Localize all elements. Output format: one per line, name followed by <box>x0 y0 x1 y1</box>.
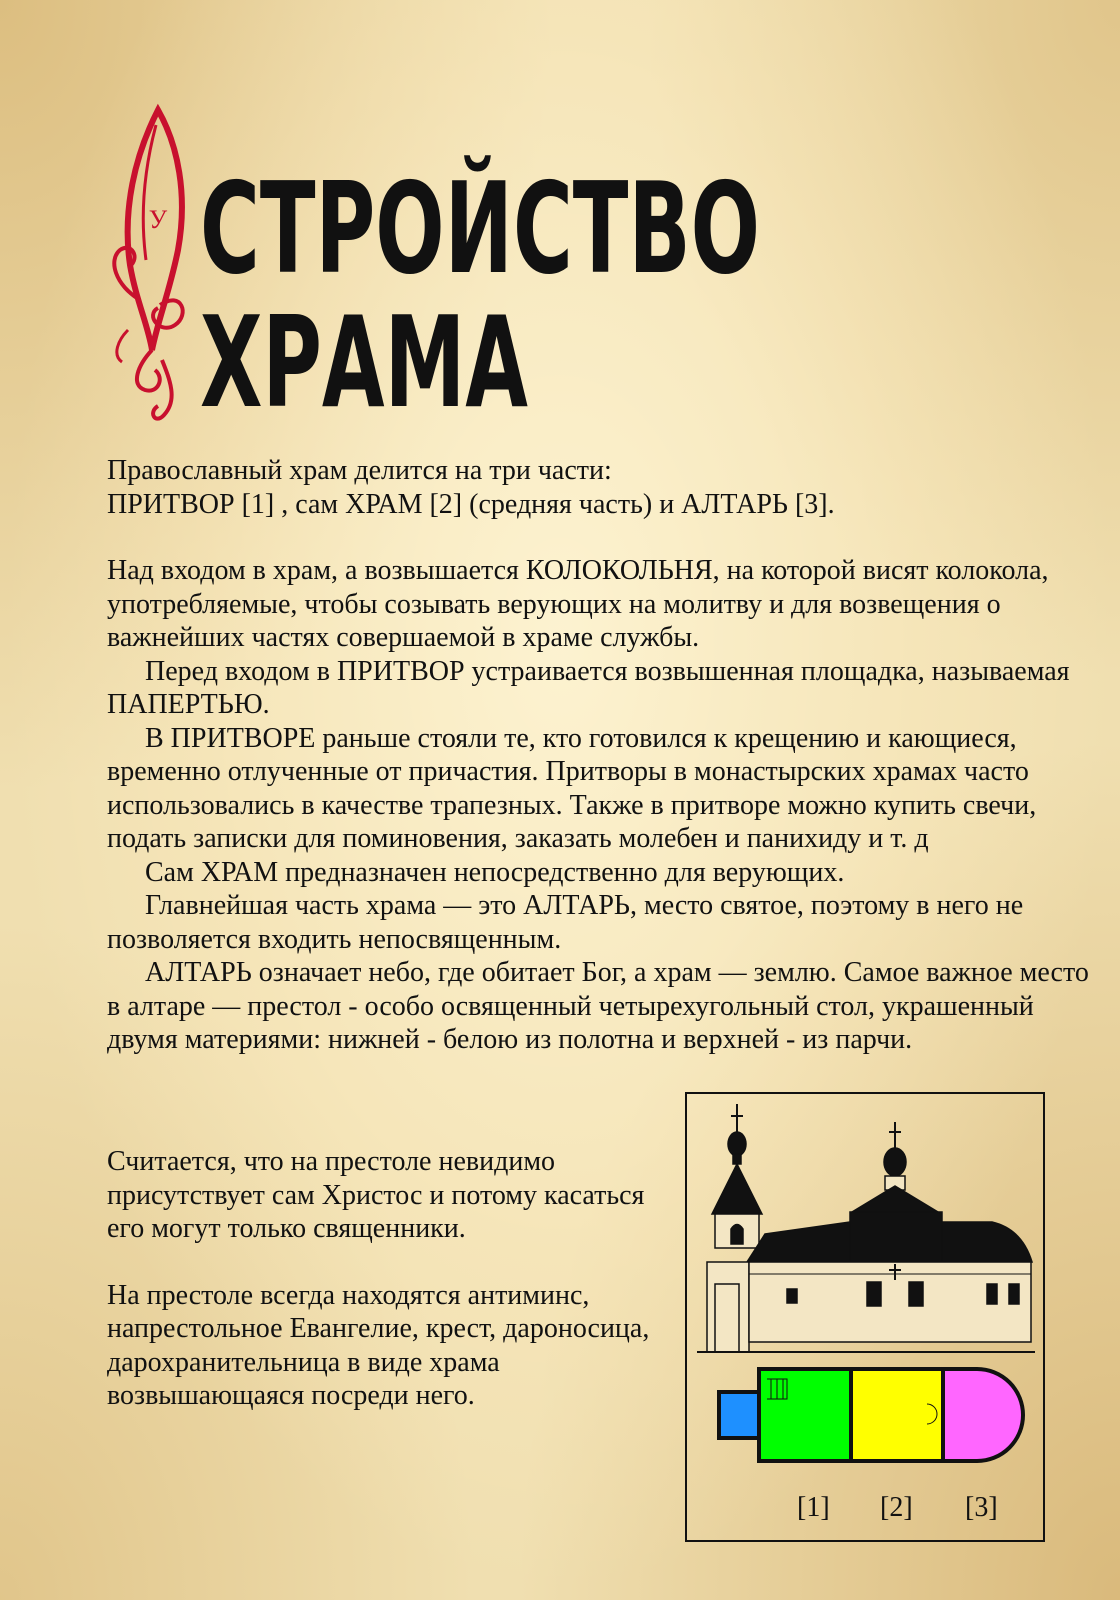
label-nave: [2] <box>880 1492 913 1523</box>
figure-labels <box>687 1492 1043 1528</box>
label-altar: [3] <box>965 1492 998 1523</box>
intro-text <box>107 454 1107 521</box>
paragraph-christ-presence: Считается, что на престоле невидимо присутствует сам Христос и потому касаться его могут только священники. <box>107 1146 645 1244</box>
initial-letter: У <box>148 205 168 234</box>
intro-line-1: Православный храм делится на три части: <box>107 455 612 486</box>
church-elevation <box>697 1104 1035 1352</box>
title-line-1: СТРОЙСТВО <box>200 155 1065 302</box>
paragraph-throne: АЛТАРЬ означает небо, где обитает Бог, а храм — землю. Самое важное место в алтаре — престол - особо освященный четырехугольный стол, украшенный двумя материями: нижней - белою из полотна и верхней - из парчи. <box>107 957 1089 1055</box>
paragraph-vestibule: В ПРИТВОРЕ раньше стояли те, кто готовился к крещению и кающиеся, временно отлученные от причастия. Притворы в монастырских храмах часто использовались в качестве трапезных. Также в притворе можно купить свечи, подать записки для поминовения, заказать молебен и панихиду и т. д <box>107 722 1037 854</box>
intro-line-2: ПРИТВОР [1] , сам ХРАМ [2] (средняя часть) и АЛТАРЬ [3]. <box>107 488 835 520</box>
paragraph-nave: Сам ХРАМ предназначен непосредственно для верующих. <box>145 856 845 888</box>
plan-nave <box>851 1369 943 1461</box>
paragraph-throne-items: На престоле всегда находятся антиминс, напрестольное Евангелие, крест, дароносица, дарохранительница в виде храма возвышающаяся посреди него. <box>107 1279 650 1411</box>
label-vestibule: [1] <box>797 1492 830 1523</box>
plan-altar <box>943 1369 1023 1461</box>
church-drawing <box>687 1094 1043 1494</box>
paragraph-altar: Главнейшая часть храма — это АЛТАРЬ, место святое, поэтому в него не позволяется входить непосвященным. <box>107 890 1024 955</box>
paragraph-belltower: Над входом в храм, а возвышается КОЛОКОЛЬНЯ, на которой висят колокола, употребляемые, чтобы созывать верующих на молитву и для возвещения о важнейших частях совершаемой в храме службы. <box>107 555 1049 653</box>
church-figure <box>685 1092 1045 1542</box>
page-title <box>100 100 1065 440</box>
ornamental-initial <box>114 110 182 419</box>
paragraph-porch: Перед входом в ПРИТВОР устраивается возвышенная площадка, называемая ПАПЕРТЬЮ. <box>107 655 1070 720</box>
plan-porch <box>719 1392 759 1438</box>
side-text <box>107 1145 687 1413</box>
main-text <box>107 554 1107 1057</box>
plan-vestibule <box>759 1369 851 1461</box>
title-graphic <box>100 100 1065 440</box>
church-floor-plan <box>719 1369 1023 1461</box>
title-line-2: ХРАМА <box>200 289 528 436</box>
